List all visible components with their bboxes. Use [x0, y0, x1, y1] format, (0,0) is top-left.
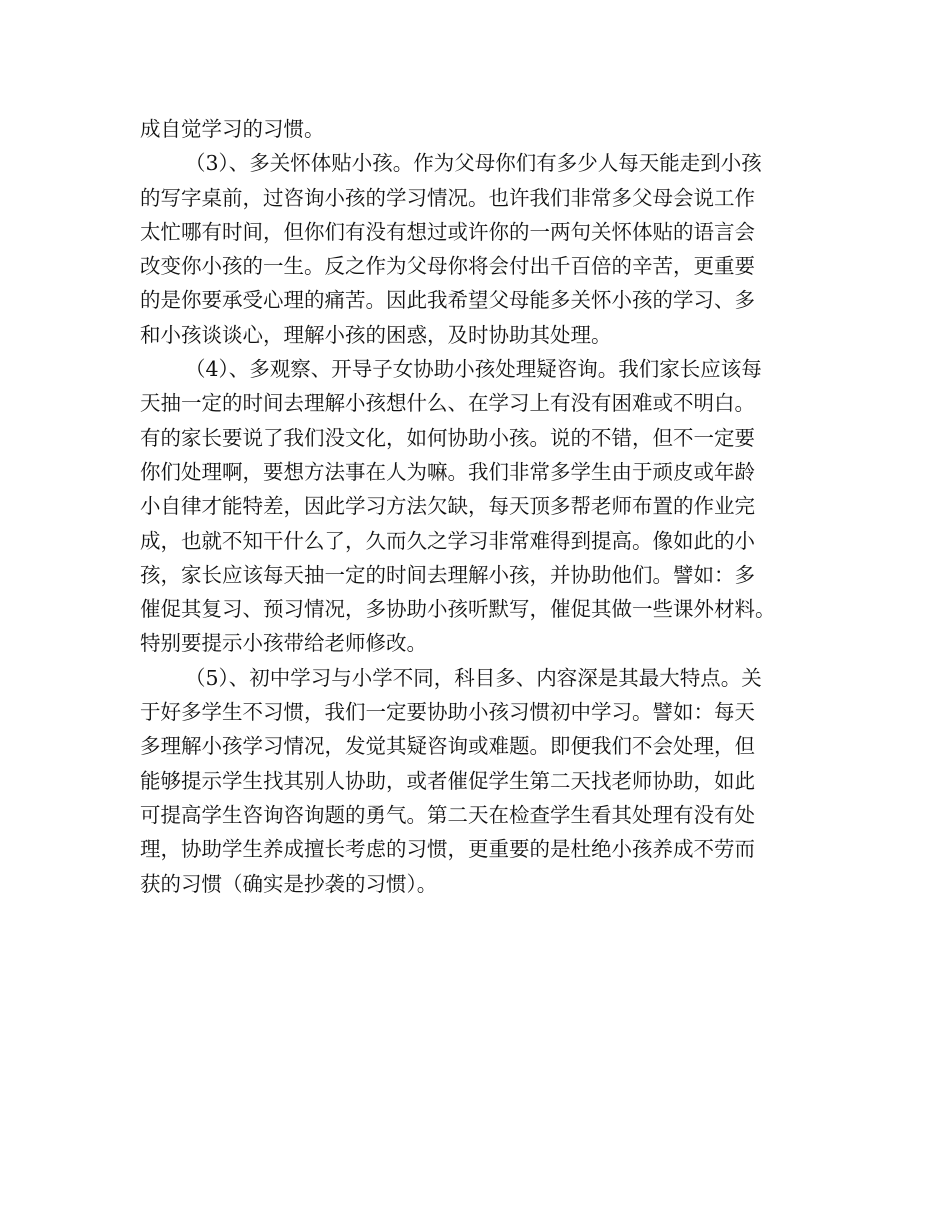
text-line: 成自觉学习的习惯。	[140, 117, 325, 141]
text-line: 理，协助学生养成擅长考虑的习惯，更重要的是杜绝小孩养成不劳而	[140, 837, 755, 862]
text-line: 于好多学生不习惯，我们一定要协助小孩习惯初中学习。譬如：每天	[140, 700, 755, 725]
text-line: 你们处理啊，要想方法事在人为嘛。我们非常多学生由于顽皮或年龄	[140, 459, 755, 484]
text-line: 获的习惯（确实是抄袭的习惯）。	[140, 871, 438, 896]
text-line: 成，也就不知干什么了，久而久之学习非常难得到提高。像如此的小	[140, 528, 755, 553]
text-line: 多理解小孩学习情况，发觉其疑咨询或难题。即便我们不会处理，但	[140, 734, 755, 759]
text-line: 可提高学生咨询咨询题的勇气。第二天在检查学生看其处理有没有处	[140, 802, 755, 827]
text-line: 的是你要承受心理的痛苦。因此我希望父母能多关怀小孩的学习、多	[140, 288, 755, 313]
text-line: 能够提示学生找其别人协助，或者催促学生第二天找老师协助，如此	[140, 768, 755, 793]
text-line: 太忙哪有时间，但你们有没有想过或许你的一两句关怀体贴的语言会	[140, 219, 755, 244]
paragraph-5-first-line: （5）、初中学习与小学不同，科目多、内容深是其最大特点。关	[185, 665, 762, 690]
text-line: 的写字桌前，过咨询小孩的学习情况。也许我们非常多父母会说工作	[140, 185, 755, 210]
paragraph-3-first-line: （3）、多关怀体贴小孩。作为父母你们有多少人每天能走到小孩	[185, 151, 762, 176]
document-body	[140, 112, 830, 901]
text-line: 特别要提示小孩带给老师修改。	[140, 631, 427, 656]
text-line: 小自律才能特差，因此学习方法欠缺，每天顶多帮老师布置的作业完	[140, 494, 755, 519]
text-line: 天抽一定的时间去理解小孩想什么、在学习上有没有困难或不明白。	[140, 391, 755, 416]
text-line: 有的家长要说了我们没文化，如何协助小孩。说的不错，但不一定要	[140, 425, 755, 450]
text-line: 和小孩谈谈心，理解小孩的困惑，及时协助其处理。	[140, 322, 612, 347]
text-line: 孩，家长应该每天抽一定的时间去理解小孩，并协助他们。譬如：多	[140, 562, 755, 587]
text-line: 催促其复习、预习情况，多协助小孩听默写，催促其做一些课外材料。	[140, 597, 776, 622]
paragraph-4-first-line: （4）、多观察、开导子女协助小孩处理疑咨询。我们家长应该每	[185, 357, 762, 382]
text-line: 改变你小孩的一生。反之作为父母你将会付出千百倍的辛苦，更重要	[140, 254, 755, 279]
